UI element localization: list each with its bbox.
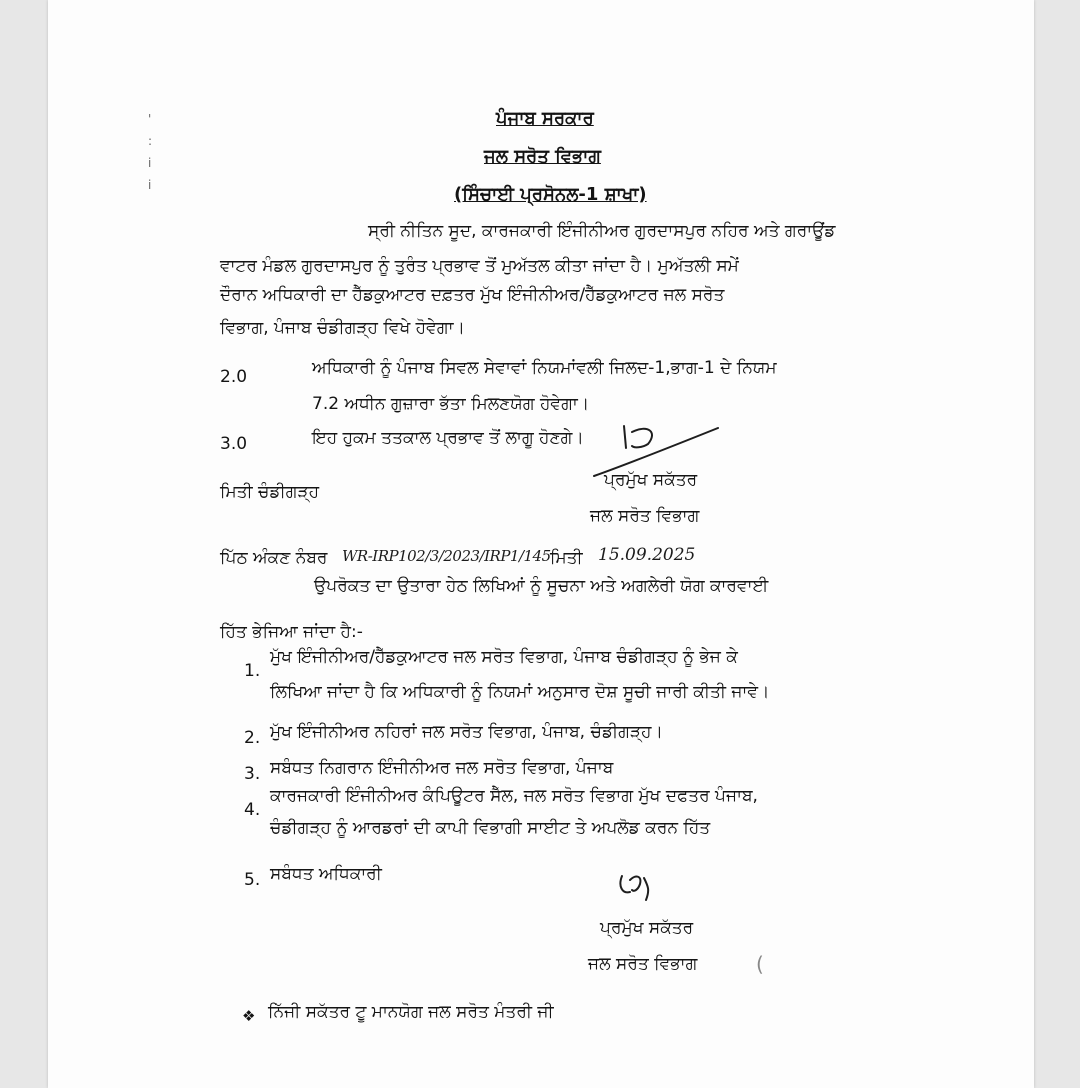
para1-line-4: ਵਿਭਾਗ, ਪੰਜਾਬ ਚੰਡੀਗੜ੍ਹ ਵਿਖੇ ਹੋਵੇਗਾ। bbox=[220, 318, 465, 338]
government-heading: ਪੰਜਾਬ ਸਰਕਾਰ bbox=[496, 108, 594, 129]
signatory-title: ਪ੍ਰਮੁੱਖ ਸਕੱਤਰ bbox=[604, 470, 698, 490]
signatory-department: ਜਲ ਸਰੋਤ ਵਿਭਾਗ bbox=[590, 506, 700, 526]
para1-line-3: ਦੌਰਾਨ ਅਧਿਕਾਰੀ ਦਾ ਹੈੱਡਕੁਆਟਰ ਦਫ਼ਤਰ ਮੁੱਖ ਇੰਜੀਨੀਅਰ/ਹੈੱਡਕੁਆਟਰ ਜਲ ਸਰੋਤ bbox=[220, 285, 725, 305]
endorsement-date-value: 15.09.2025 bbox=[598, 545, 696, 565]
para1-line-2: ਵਾਟਰ ਮੰਡਲ ਗੁਰਦਾਸਪੁਰ ਨੂੰ ਤੁਰੰਤ ਪ੍ਰਭਾਵ ਤੋਂ ਮੁਅੱਤਲ ਕੀਤਾ ਜਾਂਦਾ ਹੈ। ਮੁਅੱਤਲੀ ਸਮੇਂ bbox=[220, 256, 739, 276]
para1-line-1: ਸ੍ਰੀ ਨੀਤਿਨ ਸੂਦ, ਕਾਰਜਕਾਰੀ ਇੰਜੀਨੀਅਰ ਗੁਰਦਾਸਪੁਰ ਨਹਿਰ ਅਤੇ ਗਰਾਊਂਡ bbox=[368, 221, 836, 241]
endorsement-intro-line-2: ਹਿੱਤ ਭੇਜਿਆ ਜਾਂਦਾ ਹੈ:- bbox=[220, 622, 363, 642]
recipient-5-line-1: ਸਬੰਧਤ ਅਧਿਕਾਰੀ bbox=[270, 864, 382, 884]
endorsement-signatory-department: ਜਲ ਸਰੋਤ ਵਿਭਾਗ bbox=[588, 954, 698, 974]
recipient-4-line-1: ਕਾਰਜਕਾਰੀ ਇੰਜੀਨੀਅਰ ਕੰਪਿਊਟਰ ਸੈੱਲ, ਜਲ ਸਰੋਤ ਵਿਭਾਗ ਮੁੱਖ ਦਫਤਰ ਪੰਜਾਬ, bbox=[270, 786, 758, 806]
recipient-1-number: 1. bbox=[244, 661, 261, 681]
recipient-1-line-2: ਲਿਖਿਆ ਜਾਂਦਾ ਹੈ ਕਿ ਅਧਿਕਾਰੀ ਨੂੰ ਨਿਯਮਾਂ ਅਨੁਸਾਰ ਦੋਸ਼ ਸੂਚੀ ਜਾਰੀ ਕੀਤੀ ਜਾਵੇ। bbox=[270, 682, 770, 702]
recipient-2-line-1: ਮੁੱਖ ਇੰਜੀਨੀਅਰ ਨਹਿਰਾਂ ਜਲ ਸਰੋਤ ਵਿਭਾਗ, ਪੰਜਾਬ, ਚੰਡੀਗੜ੍ਹ। bbox=[270, 722, 663, 742]
place-date-label: ਮਿਤੀ ਚੰਡੀਗੜ੍ਹ bbox=[220, 482, 320, 502]
endorsement-intro-line-1: ਉਪਰੋਕਤ ਦਾ ਉਤਾਰਾ ਹੇਠ ਲਿਖਿਆਂ ਨੂੰ ਸੂਚਨਾ ਅਤੇ ਅਗਲੇਰੀ ਯੋਗ ਕਾਰਵਾਈ bbox=[314, 576, 769, 596]
recipient-3-line-1: ਸਬੰਧਤ ਨਿਗਰਾਨ ਇੰਜੀਨੀਅਰ ਜਲ ਸਰੋਤ ਵਿਭਾਗ, ਪੰਜਾਬ bbox=[270, 758, 614, 778]
para3-text: ਇਹ ਹੁਕਮ ਤਤਕਾਲ ਪ੍ਰਭਾਵ ਤੋਂ ਲਾਗੂ ਹੋਣਗੇ। bbox=[312, 428, 584, 448]
para2-number: 2.0 bbox=[220, 367, 248, 387]
page-edge-mark: ( bbox=[756, 952, 764, 976]
para2-line-1: ਅਧਿਕਾਰੀ ਨੂੰ ਪੰਜਾਬ ਸਿਵਲ ਸੇਵਾਵਾਂ ਨਿਯਮਾਂਵਲੀ ਜਿਲਦ-1,ਭਾਗ-1 ਦੇ ਨਿਯਮ bbox=[312, 358, 777, 378]
margin-marks: ' : i i bbox=[148, 112, 153, 192]
endorsement-number-value: WR-IRP102/3/2023/IRP1/145 bbox=[342, 547, 551, 565]
recipient-1-line-1: ਮੁੱਖ ਇੰਜੀਨੀਅਰ/ਹੈੱਡਕੁਆਟਰ ਜਲ ਸਰੋਤ ਵਿਭਾਗ, ਪੰਜਾਬ ਚੰਡੀਗੜ੍ਹ ਨੂੰ ਭੇਜ ਕੇ bbox=[270, 647, 738, 667]
recipient-2-number: 2. bbox=[244, 728, 261, 748]
document-page bbox=[48, 0, 1034, 1088]
para3-number: 3.0 bbox=[220, 434, 248, 454]
recipient-5-number: 5. bbox=[244, 870, 261, 890]
endorsement-number-label: ਪਿੱਠ ਅੰਕਣ ਨੰਬਰ bbox=[220, 548, 328, 568]
bullet-icon: ❖ bbox=[242, 1007, 256, 1025]
cc-recipient: ਨਿੱਜੀ ਸਕੱਤਰ ਟੂ ਮਾਨਯੋਗ ਜਲ ਸਰੋਤ ਮੰਤਰੀ ਜੀ bbox=[268, 1002, 554, 1022]
endorsement-signatory-title: ਪ੍ਰਮੁੱਖ ਸਕੱਤਰ bbox=[600, 918, 694, 938]
para2-line-2: 7.2 ਅਧੀਨ ਗੁਜ਼ਾਰਾ ਭੱਤਾ ਮਿਲਣਯੋਗ ਹੋਵੇਗਾ। bbox=[312, 394, 590, 414]
signature-scribble bbox=[588, 418, 728, 478]
branch-heading: (ਸਿੰਚਾਈ ਪ੍ਰਸੋਨਲ-1 ਸ਼ਾਖਾ) bbox=[454, 184, 647, 205]
recipient-4-number: 4. bbox=[244, 800, 261, 820]
signature-initials bbox=[614, 866, 674, 906]
recipient-3-number: 3. bbox=[244, 764, 261, 784]
department-heading: ਜਲ ਸਰੋਤ ਵਿਭਾਗ bbox=[484, 146, 601, 167]
recipient-4-line-2: ਚੰਡੀਗੜ੍ਹ ਨੂੰ ਆਰਡਰਾਂ ਦੀ ਕਾਪੀ ਵਿਭਾਗੀ ਸਾਈਟ ਤੇ ਅਪਲੋਡ ਕਰਨ ਹਿੱਤ bbox=[270, 818, 711, 838]
endorsement-date-label: ਮਿਤੀ bbox=[550, 548, 583, 568]
